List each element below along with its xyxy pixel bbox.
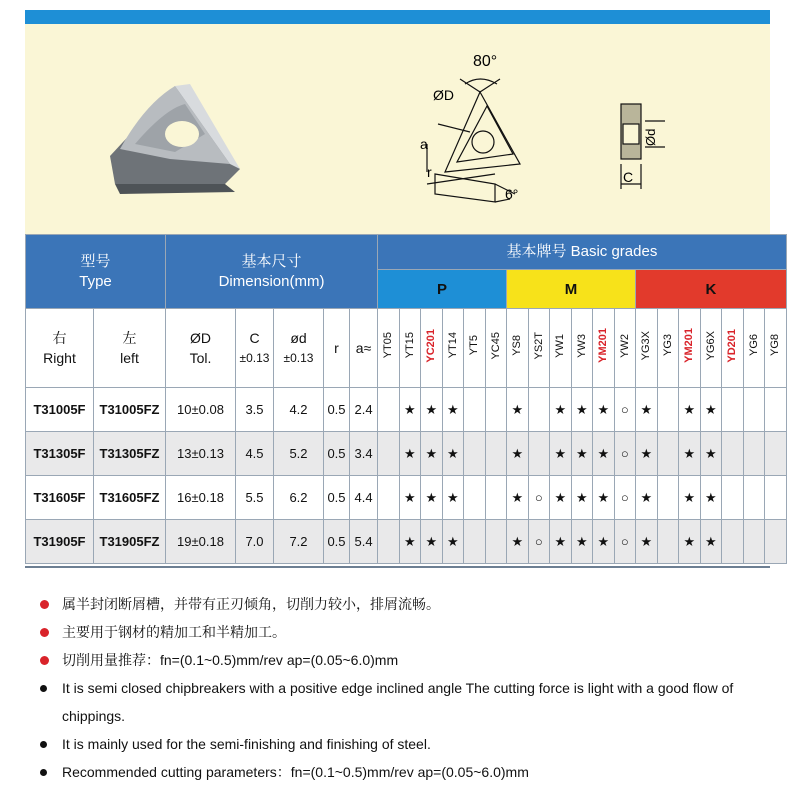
table-row — [26, 432, 787, 476]
grade-mark — [528, 432, 550, 476]
grade-mark — [743, 520, 765, 564]
c-header: C ±0.13 — [236, 309, 274, 388]
grade-header — [399, 309, 421, 388]
grade-mark: ★ — [593, 432, 615, 476]
group-k: K — [636, 270, 787, 309]
note-item — [38, 618, 758, 646]
od-header: ØD Tol. — [166, 309, 236, 388]
grade-name: YS8 — [511, 335, 524, 356]
grade-mark — [743, 476, 765, 520]
grade-mark — [743, 432, 765, 476]
note-item — [38, 590, 758, 618]
grade-header — [528, 309, 550, 388]
grade-header — [571, 309, 593, 388]
grade-mark: ★ — [571, 432, 593, 476]
grade-header — [722, 309, 744, 388]
d-label: Ød — [643, 128, 658, 146]
type-header — [26, 235, 166, 309]
grade-mark — [722, 520, 744, 564]
note-text: 切削用量推荐：fn=(0.1~0.5)mm/rev ap=(0.05~6.0)mm — [62, 652, 399, 668]
cell-c: 4.5 — [236, 432, 274, 476]
grade-name: YD201 — [726, 328, 739, 363]
grade-mark — [657, 432, 679, 476]
grade-mark: ★ — [507, 388, 529, 432]
cell-c: 3.5 — [236, 388, 274, 432]
cell-a: 3.4 — [350, 432, 378, 476]
grade-mark — [528, 388, 550, 432]
grade-header — [464, 309, 486, 388]
grade-mark: ★ — [636, 520, 658, 564]
grade-mark — [743, 388, 765, 432]
grade-name: YM201 — [597, 328, 610, 363]
cell-od: 10±0.08 — [166, 388, 236, 432]
grade-mark: ★ — [442, 432, 464, 476]
r-header: r — [324, 309, 350, 388]
group-p: P — [378, 270, 507, 309]
grade-mark: ★ — [550, 520, 572, 564]
grade-name: YG3X — [640, 330, 653, 361]
notes-list — [38, 590, 758, 786]
insert-photo — [110, 84, 240, 194]
grade-mark: ★ — [442, 388, 464, 432]
grade-name: YC45 — [489, 331, 502, 360]
grades-table — [25, 234, 787, 564]
r-label: r — [427, 164, 432, 180]
grade-mark — [722, 388, 744, 432]
grade-mark: ★ — [700, 388, 722, 432]
grade-mark — [485, 432, 507, 476]
grade-mark — [765, 432, 787, 476]
grade-mark: ★ — [421, 476, 443, 520]
grade-name: YW2 — [618, 333, 631, 358]
grade-mark: ★ — [700, 432, 722, 476]
grade-mark — [464, 520, 486, 564]
grade-mark: ★ — [571, 388, 593, 432]
right-header: 右 Right — [26, 309, 94, 388]
grade-name: YW1 — [554, 333, 567, 358]
grade-mark: ★ — [593, 388, 615, 432]
bullet-icon — [40, 685, 47, 692]
cell-d: 6.2 — [274, 476, 324, 520]
cell-right: T31305F — [26, 432, 94, 476]
grade-mark: ○ — [614, 432, 636, 476]
grade-mark: ○ — [614, 520, 636, 564]
cell-r: 0.5 — [324, 476, 350, 520]
type-en: Type — [79, 272, 112, 290]
grade-name: YS2T — [532, 331, 545, 360]
cell-a: 4.4 — [350, 476, 378, 520]
grade-mark — [765, 476, 787, 520]
od-label: ØD — [433, 87, 454, 103]
insert-figure-panel — [25, 24, 770, 234]
grade-mark — [378, 520, 400, 564]
grade-header — [657, 309, 679, 388]
grade-name: YT5 — [468, 335, 481, 356]
grade-header — [700, 309, 722, 388]
grade-mark: ★ — [421, 520, 443, 564]
grade-mark — [765, 388, 787, 432]
bullet-icon — [40, 628, 49, 637]
grade-mark: ★ — [421, 432, 443, 476]
table-row — [26, 388, 787, 432]
d-header: ød ±0.13 — [274, 309, 324, 388]
grade-mark — [464, 432, 486, 476]
a-label: a — [420, 136, 428, 152]
cell-left: T31905FZ — [94, 520, 166, 564]
insert-drawings — [25, 24, 770, 234]
grade-mark: ★ — [507, 520, 529, 564]
grade-mark: ★ — [679, 388, 701, 432]
cell-d: 5.2 — [274, 432, 324, 476]
grade-header — [550, 309, 572, 388]
cell-od: 16±0.18 — [166, 476, 236, 520]
dimension-cn: 基本尺寸 — [241, 252, 302, 270]
grade-mark: ○ — [614, 388, 636, 432]
grade-header — [485, 309, 507, 388]
grade-mark: ★ — [593, 476, 615, 520]
grade-name: YG8 — [769, 334, 782, 357]
group-m: M — [507, 270, 636, 309]
grade-header — [765, 309, 787, 388]
table-bottom-rule — [25, 566, 770, 568]
c-label: C — [623, 169, 634, 185]
grade-mark: ○ — [528, 520, 550, 564]
grade-mark — [657, 388, 679, 432]
grade-header — [614, 309, 636, 388]
type-cn: 型号 — [80, 252, 111, 270]
grade-mark — [464, 476, 486, 520]
cell-od: 13±0.13 — [166, 432, 236, 476]
grade-mark — [378, 388, 400, 432]
cell-right: T31905F — [26, 520, 94, 564]
grade-mark: ★ — [700, 520, 722, 564]
cell-left: T31305FZ — [94, 432, 166, 476]
grade-mark: ★ — [399, 432, 421, 476]
grade-mark: ★ — [636, 476, 658, 520]
grade-mark — [765, 520, 787, 564]
cell-c: 5.5 — [236, 476, 274, 520]
grade-mark: ★ — [636, 388, 658, 432]
grade-mark — [485, 476, 507, 520]
bullet-icon — [40, 600, 49, 609]
grade-mark: ★ — [700, 476, 722, 520]
grade-mark: ★ — [593, 520, 615, 564]
grade-name: YG6 — [747, 334, 760, 357]
cell-od: 19±0.18 — [166, 520, 236, 564]
left-header: 左 left — [94, 309, 166, 388]
grade-name: YW3 — [575, 333, 588, 358]
grade-mark — [378, 432, 400, 476]
grade-mark: ★ — [636, 432, 658, 476]
dimension-header — [166, 235, 378, 309]
grade-header — [442, 309, 464, 388]
grade-mark: ○ — [614, 476, 636, 520]
cell-r: 0.5 — [324, 520, 350, 564]
grade-mark: ★ — [571, 476, 593, 520]
cell-d: 4.2 — [274, 388, 324, 432]
cell-left: T31005FZ — [94, 388, 166, 432]
cell-a: 5.4 — [350, 520, 378, 564]
grade-header — [679, 309, 701, 388]
grade-mark: ★ — [550, 388, 572, 432]
grade-mark — [464, 388, 486, 432]
grade-name: YG3 — [661, 334, 674, 357]
grade-name: YT14 — [446, 332, 459, 359]
grades-header: 基本牌号 Basic grades — [378, 235, 787, 270]
grade-mark: ★ — [442, 476, 464, 520]
grade-mark: ★ — [679, 520, 701, 564]
note-text: 主要用于钢材的精加工和半精加工。 — [62, 624, 286, 640]
bullet-icon — [40, 656, 49, 665]
grade-mark — [485, 388, 507, 432]
grade-name: YM201 — [683, 328, 696, 363]
bullet-icon — [40, 741, 47, 748]
bullet-icon — [40, 769, 47, 776]
cell-r: 0.5 — [324, 432, 350, 476]
cell-left: T31605FZ — [94, 476, 166, 520]
clearance-angle-label: 6° — [505, 186, 519, 202]
grade-name: YT05 — [382, 332, 395, 359]
grade-header — [378, 309, 400, 388]
grade-mark — [657, 520, 679, 564]
grade-mark: ★ — [507, 476, 529, 520]
angle-label: 80° — [473, 53, 498, 70]
table-row — [26, 476, 787, 520]
grade-mark: ★ — [399, 476, 421, 520]
cell-right: T31005F — [26, 388, 94, 432]
grade-header — [507, 309, 529, 388]
grade-mark: ★ — [550, 476, 572, 520]
cell-a: 2.4 — [350, 388, 378, 432]
grade-header — [593, 309, 615, 388]
cell-d: 7.2 — [274, 520, 324, 564]
note-item — [38, 646, 758, 674]
grade-mark: ★ — [399, 520, 421, 564]
header-bar — [25, 10, 770, 24]
note-item — [38, 730, 758, 758]
note-item — [38, 758, 758, 786]
grade-name: YG6X — [704, 330, 717, 361]
grade-mark — [378, 476, 400, 520]
cell-right: T31605F — [26, 476, 94, 520]
grade-mark — [722, 476, 744, 520]
grade-mark: ★ — [679, 432, 701, 476]
cell-c: 7.0 — [236, 520, 274, 564]
grade-mark — [657, 476, 679, 520]
grade-name: YC201 — [425, 328, 438, 363]
grade-header — [636, 309, 658, 388]
grade-name: YT15 — [403, 332, 416, 359]
grade-mark: ★ — [421, 388, 443, 432]
grade-mark: ★ — [442, 520, 464, 564]
a-header: a≈ — [350, 309, 378, 388]
note-text: Recommended cutting parameters：fn=(0.1~0.5)mm/rev ap=(0.05~6.0)mm — [62, 764, 529, 780]
grade-header — [743, 309, 765, 388]
table-row — [26, 520, 787, 564]
grade-mark: ★ — [571, 520, 593, 564]
grade-mark — [722, 432, 744, 476]
grade-header — [421, 309, 443, 388]
cell-r: 0.5 — [324, 388, 350, 432]
note-text: It is mainly used for the semi-finishing and finishing of steel. — [62, 736, 431, 752]
grade-mark: ★ — [399, 388, 421, 432]
dimension-en: Dimension(mm) — [218, 272, 325, 290]
note-item — [38, 674, 758, 730]
grade-mark: ○ — [528, 476, 550, 520]
note-text: It is semi closed chipbreakers with a positive edge inclined angle The cutting force is light with a good flow of chippings. — [62, 680, 734, 724]
grade-mark: ★ — [550, 432, 572, 476]
grade-mark — [485, 520, 507, 564]
note-text: 属半封闭断屑槽，并带有正刃倾角，切削力较小，排屑流畅。 — [62, 596, 440, 612]
grade-mark: ★ — [507, 432, 529, 476]
grade-mark: ★ — [679, 476, 701, 520]
